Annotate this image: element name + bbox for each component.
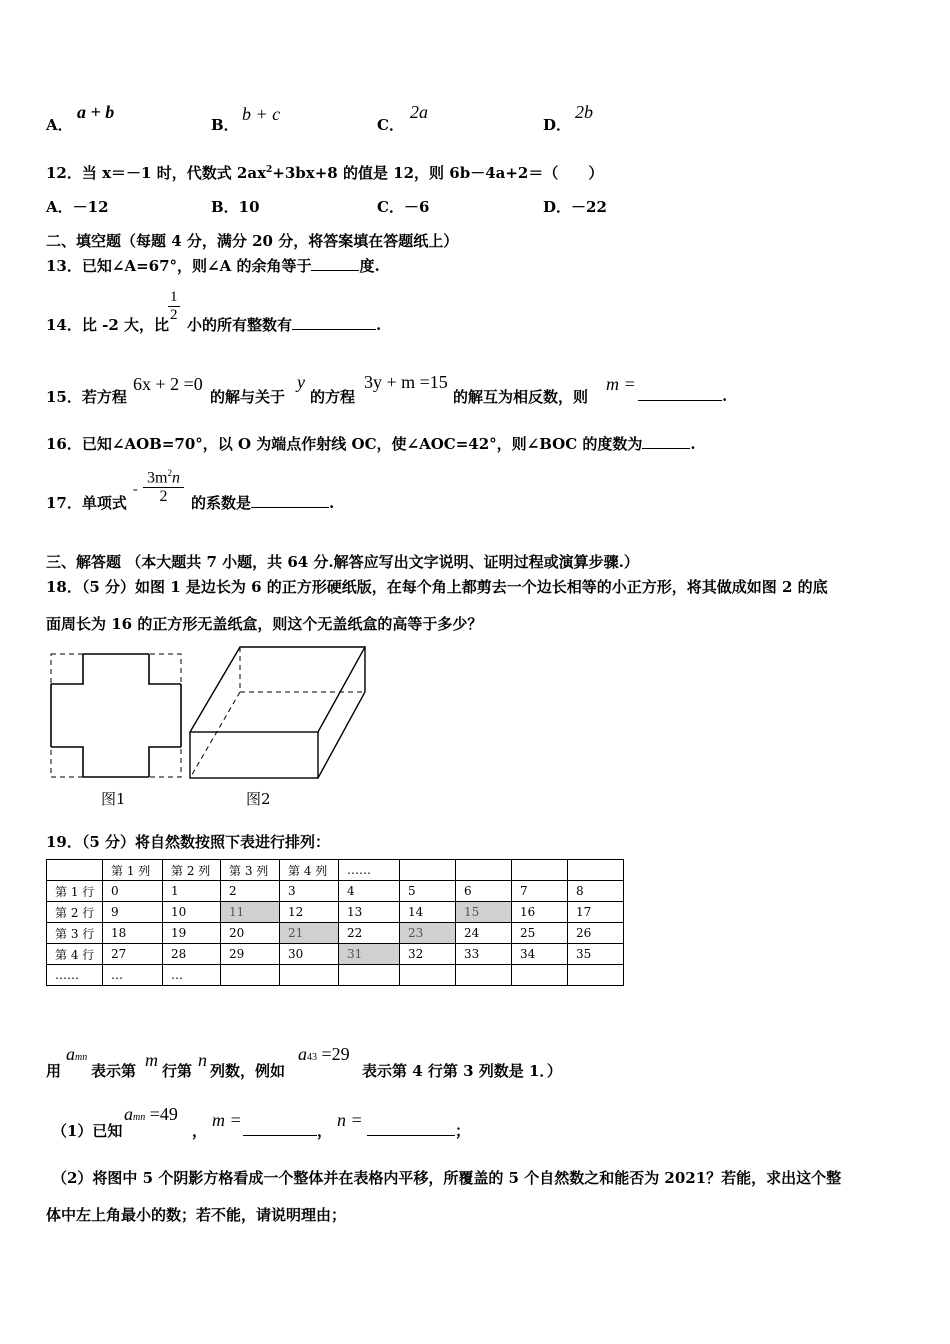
table-cell: 11 bbox=[221, 902, 280, 923]
q19-heading: 19．（5 分）将自然数按照下表进行排列： bbox=[46, 833, 331, 851]
q19-part1-m-blank-wrap: ， bbox=[243, 1120, 332, 1141]
table-cell: 第 4 行 bbox=[47, 944, 103, 965]
q15-answer: . bbox=[638, 386, 727, 405]
table-cell: 第 1 行 bbox=[47, 881, 103, 902]
q19-part1-amn: amn =49 bbox=[124, 1104, 178, 1124]
q11-option-a-expr: a + b bbox=[77, 102, 115, 122]
q14-fraction: $\frac{1}{2}$ bbox=[170, 289, 178, 323]
q19-desc-p2: 表示第 bbox=[91, 1062, 137, 1080]
table-cell: 26 bbox=[568, 923, 624, 944]
q19-desc-p5: 表示第 4 行第 3 列数是 1．） bbox=[362, 1062, 562, 1080]
table-cell bbox=[280, 965, 339, 986]
q19-part1-n-blank[interactable] bbox=[367, 1121, 455, 1136]
table-header-cell bbox=[512, 860, 568, 881]
q11-option-d-expr: 2b bbox=[575, 102, 593, 122]
number-table bbox=[46, 859, 624, 986]
table-cell: 35 bbox=[568, 944, 624, 965]
table-cell bbox=[339, 965, 400, 986]
q15-p2: 的解与关于 bbox=[210, 388, 286, 406]
table-cell: 13 bbox=[339, 902, 400, 923]
table-cell: 29 bbox=[221, 944, 280, 965]
q19-part2-line1: （2）将图中 5 个阴影方格看成一个整体并在表格内平移，所覆盖的 5 个自然数之和能否为 2021？若能，求出这个整 bbox=[52, 1169, 842, 1187]
table-cell: 6 bbox=[456, 881, 512, 902]
q19-part1-m: m = bbox=[212, 1110, 242, 1130]
section3-heading: 三、解答题 （本大题共 7 小题，共 64 分.解答应写出文字说明、证明过程或演算步骤.） bbox=[46, 553, 639, 571]
table-cell: 15 bbox=[456, 902, 512, 923]
table-cell: 1 bbox=[163, 881, 221, 902]
table-cell: 23 bbox=[400, 923, 456, 944]
table-cell: 7 bbox=[512, 881, 568, 902]
q16: 16．已知∠AOB=70°，以 O 为端点作射线 OC，使∠AOC=42°，则∠BOC 的度数为 . bbox=[46, 435, 696, 453]
q12-option-c: C．－6 bbox=[377, 198, 430, 216]
q13: 13．已知∠A=67°，则∠A 的余角等于 度. bbox=[46, 257, 380, 275]
q17-prefix: 17．单项式 bbox=[46, 494, 127, 512]
q18-line1: 18．（5 分）如图 1 是边长为 6 的正方形硬纸版，在每个角上都剪去一个边长相等的小正方形，将其做成如图 2 的底 bbox=[46, 578, 828, 596]
q19-desc-p3: 行第 bbox=[162, 1062, 193, 1080]
table-cell: 24 bbox=[456, 923, 512, 944]
q19-desc-p1: 用 bbox=[46, 1062, 62, 1080]
table-cell: 14 bbox=[400, 902, 456, 923]
table-cell: 0 bbox=[103, 881, 163, 902]
table-cell: 16 bbox=[512, 902, 568, 923]
q11-option-d: D． bbox=[543, 116, 572, 134]
q17-minus: - bbox=[133, 482, 138, 497]
table-header-cell bbox=[400, 860, 456, 881]
table-cell: 21 bbox=[280, 923, 339, 944]
table-cell: 第 3 行 bbox=[47, 923, 103, 944]
table-cell: 8 bbox=[568, 881, 624, 902]
table-cell: 32 bbox=[400, 944, 456, 965]
q15-m-var: m = bbox=[606, 374, 636, 394]
table-cell bbox=[568, 965, 624, 986]
q15-var-y: y bbox=[297, 372, 305, 392]
table-header-cell: 第 1 列 bbox=[103, 860, 163, 881]
table-cell: 28 bbox=[163, 944, 221, 965]
figure1-caption: 图1 bbox=[101, 790, 126, 808]
table-row bbox=[47, 902, 624, 923]
table-header-cell: 第 3 列 bbox=[221, 860, 280, 881]
q15-p3: 的方程 bbox=[310, 388, 356, 406]
table-cell: 10 bbox=[163, 902, 221, 923]
q17-suffix: 的系数是 . bbox=[191, 494, 335, 512]
table-cell: … bbox=[103, 965, 163, 986]
table-cell: 17 bbox=[568, 902, 624, 923]
q19-part1-m-blank[interactable] bbox=[243, 1121, 317, 1136]
table-cell: 19 bbox=[163, 923, 221, 944]
q19-part1-comma: ， bbox=[192, 1122, 208, 1140]
q19-part1-prefix: （1）已知 bbox=[52, 1122, 123, 1140]
table-header-row bbox=[47, 860, 624, 881]
q14-suffix: 小的所有整数有 . bbox=[187, 316, 382, 334]
figure2-open-box bbox=[190, 647, 365, 778]
table-cell: 33 bbox=[456, 944, 512, 965]
q19-amn: amn bbox=[66, 1044, 88, 1064]
q12-option-a: A．－12 bbox=[46, 198, 109, 216]
table-header-cell bbox=[456, 860, 512, 881]
q11-option-a: A． bbox=[46, 116, 73, 134]
table-cell bbox=[400, 965, 456, 986]
figure2-caption: 图2 bbox=[246, 790, 271, 808]
table-cell: 5 bbox=[400, 881, 456, 902]
q16-answer-blank[interactable] bbox=[642, 434, 690, 449]
table-header-cell: 第 2 列 bbox=[163, 860, 221, 881]
q19-part1-n: n = bbox=[337, 1110, 363, 1130]
table-cell: 34 bbox=[512, 944, 568, 965]
q18-figures bbox=[40, 640, 380, 815]
table-cell: 第 2 行 bbox=[47, 902, 103, 923]
table-cell: 12 bbox=[280, 902, 339, 923]
q14-answer-blank[interactable] bbox=[292, 315, 376, 330]
table-cell bbox=[456, 965, 512, 986]
table-row bbox=[47, 923, 624, 944]
table-cell: 18 bbox=[103, 923, 163, 944]
table-cell: …… bbox=[47, 965, 103, 986]
table-cell: 20 bbox=[221, 923, 280, 944]
q15-p4: 的解互为相反数，则 bbox=[453, 388, 589, 406]
q11-option-b-expr: b + c bbox=[242, 104, 281, 124]
q12-option-d: D．－22 bbox=[543, 198, 607, 216]
table-cell: 22 bbox=[339, 923, 400, 944]
q19-m: m bbox=[145, 1050, 158, 1070]
q12-stem: 12．当 x＝－1 时，代数式 $2ax^2+3bx+8$ 的值是 12，则 6b－4a+2＝（ ） bbox=[46, 164, 604, 182]
table-row bbox=[47, 881, 624, 902]
table-row bbox=[47, 944, 624, 965]
q14-prefix: 14．比 -2 大，比 bbox=[46, 316, 169, 334]
q11-option-c-expr: 2a bbox=[410, 102, 428, 122]
table-cell: 27 bbox=[103, 944, 163, 965]
q11-option-c: C． bbox=[377, 116, 404, 134]
table-header-cell bbox=[47, 860, 103, 881]
q11-option-b: B． bbox=[211, 116, 239, 134]
table-cell: 4 bbox=[339, 881, 400, 902]
q19-n: n bbox=[198, 1050, 207, 1070]
table-cell bbox=[221, 965, 280, 986]
q19-a43: a43 =29 bbox=[298, 1044, 350, 1064]
figure1-cut-square bbox=[51, 654, 181, 777]
q18-line2: 面周长为 16 的正方形无盖纸盒，则这个无盖纸盒的高等于多少？ bbox=[46, 615, 483, 633]
q19-part2-line2: 体中左上角最小的数；若不能，请说明理由； bbox=[46, 1206, 347, 1224]
q19-desc-p4: 列数，例如 bbox=[210, 1062, 286, 1080]
q12-option-b: B．10 bbox=[211, 198, 260, 216]
table-cell: 9 bbox=[103, 902, 163, 923]
q15-eq2: 3y + m =15 bbox=[364, 372, 448, 392]
table-cell: 3 bbox=[280, 881, 339, 902]
q19-part1-n-blank-wrap: ； bbox=[367, 1120, 470, 1141]
table-cell bbox=[512, 965, 568, 986]
q15-eq1: 6x + 2 =0 bbox=[133, 374, 203, 394]
q15-p1: 15．若方程 bbox=[46, 388, 127, 406]
section2-heading: 二、填空题（每题 4 分，满分 20 分，将答案填在答题纸上） bbox=[46, 232, 459, 250]
q17-answer-blank[interactable] bbox=[251, 493, 329, 508]
q13-answer-blank[interactable] bbox=[311, 256, 359, 271]
table-cell: 2 bbox=[221, 881, 280, 902]
table-cell: 25 bbox=[512, 923, 568, 944]
table-header-cell: 第 4 列 bbox=[280, 860, 339, 881]
table-cell: 30 bbox=[280, 944, 339, 965]
q17-fraction: $\frac{3m^2n}{2}$ bbox=[143, 468, 184, 506]
table-header-cell bbox=[568, 860, 624, 881]
q15-answer-blank[interactable] bbox=[638, 386, 722, 401]
table-header-cell: …… bbox=[339, 860, 400, 881]
table-cell: … bbox=[163, 965, 221, 986]
table-row bbox=[47, 965, 624, 986]
table-cell: 31 bbox=[339, 944, 400, 965]
